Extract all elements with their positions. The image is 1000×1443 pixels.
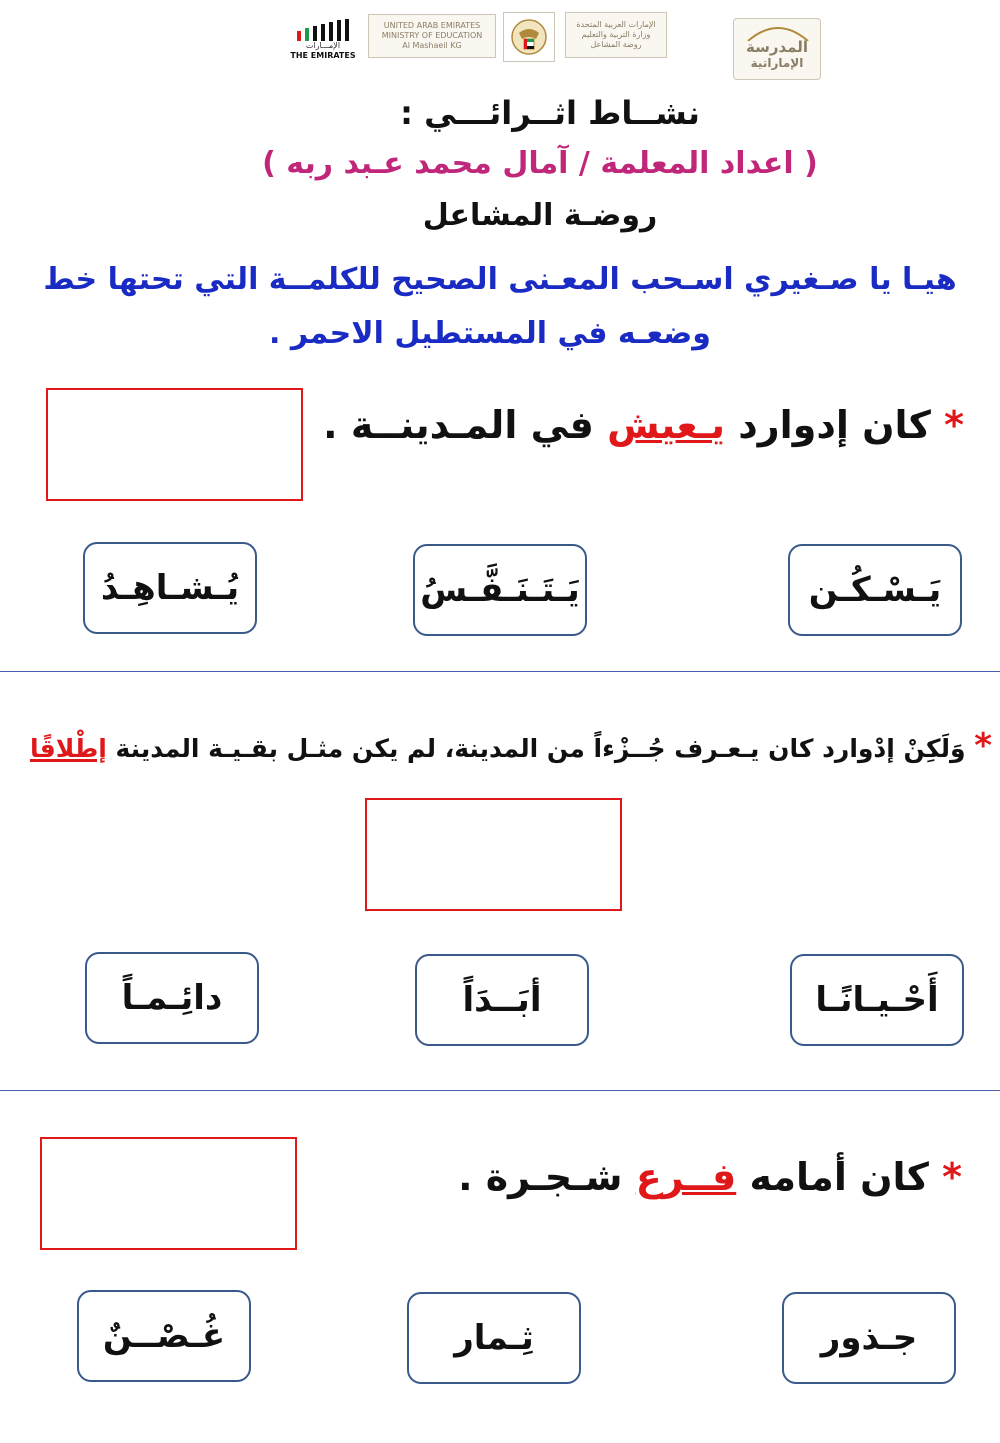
question-3-star: * [942,1155,962,1199]
question-3-choice-2[interactable]: ثِـمار [407,1292,581,1384]
instruction-line-2: وضعـه في المستطيل الاحمر . [269,316,711,351]
divider-1 [0,671,1000,672]
emirates-logo [288,12,358,68]
instruction-line-1: هيـا يا صـغيري اسـحب المعـنى الصحيح للكلمــة التي تحتها خط [43,262,957,297]
question-2-highlight: إطْلاقًا [29,734,107,763]
ministry-arabic-logo [565,12,667,58]
ministry-logo-subtext: MINISTRY OF EDUCATION [381,31,483,40]
question-2-choice-1[interactable]: أَحْـيـانًـا [790,954,964,1046]
school-logo-text: المدرسة [746,38,808,56]
ministry-logo-text: UNITED ARAB EMIRATES [383,21,481,30]
question-3-sentence [458,1155,962,1199]
question-1-before: كان إدوارد [725,403,931,447]
question-1-star: * [944,403,964,447]
question-1-drop-box[interactable] [46,388,303,501]
question-1-highlight: يـعيش [607,403,726,447]
divider-2 [0,1090,1000,1091]
emirates-stripes-icon [293,19,353,41]
emirates-logo-text: THE EMIRATES [290,51,356,60]
page-title: نشــاط اثــرائـــي : [400,94,700,132]
question-2-drop-box[interactable] [365,798,622,911]
question-3-after: شـجـرة . [458,1155,636,1199]
school-arch-icon [743,21,813,41]
question-3-choice-1[interactable]: جـذور [782,1292,956,1384]
question-1-after: في المـدينــة . [323,403,608,447]
question-2-choice-2[interactable]: أبَــدَاً [415,954,589,1046]
question-1-sentence [323,403,964,447]
ministry-logo-subtext2: Al Mashaeil KG [402,41,462,50]
ministry-arabic-logo-subtext: وزارة التربية والتعليم [581,30,651,39]
question-2-star: * [974,726,992,766]
emblem-logo [503,12,555,62]
teacher-credit: ( اعداد المعلمة / آمال محمد عـبد ربه ) [262,146,818,181]
falcon-emblem-icon [509,17,549,57]
school-logo-subtext: الإماراتية [750,56,804,70]
question-3-choice-3[interactable]: غُـصْــنٌ [77,1290,251,1382]
emirates-logo-subtext: الإمـــارات [305,41,341,50]
question-1-choice-1[interactable]: يَـسْـكُـن [788,544,962,636]
question-3-drop-box[interactable] [40,1137,297,1250]
question-2-sentence [30,726,992,766]
question-2-choice-3[interactable]: دائِـمـاً [85,952,259,1044]
question-1-choice-2[interactable]: يَـتَـنَـفَّـسُ [413,544,587,636]
ministry-arabic-logo-subtext2: روضة المشاعل [590,40,642,49]
question-2-before: وَلَكِنْ إدْوارد كان يـعـرف جُــزْءاً من المدينة، لم يكن مثـل بقـيـة المدينة [106,734,966,763]
question-3-highlight: فــرع [635,1155,737,1199]
school-logo [733,18,821,80]
ministry-logo [368,14,496,58]
ministry-arabic-logo-text: الإمارات العربية المتحدة [576,20,656,29]
school-name: روضـة المشاعل [422,198,658,233]
question-3-before: كان أمامه [736,1155,929,1199]
question-1-choice-3[interactable]: يُـشـاهِـدُ [83,542,257,634]
